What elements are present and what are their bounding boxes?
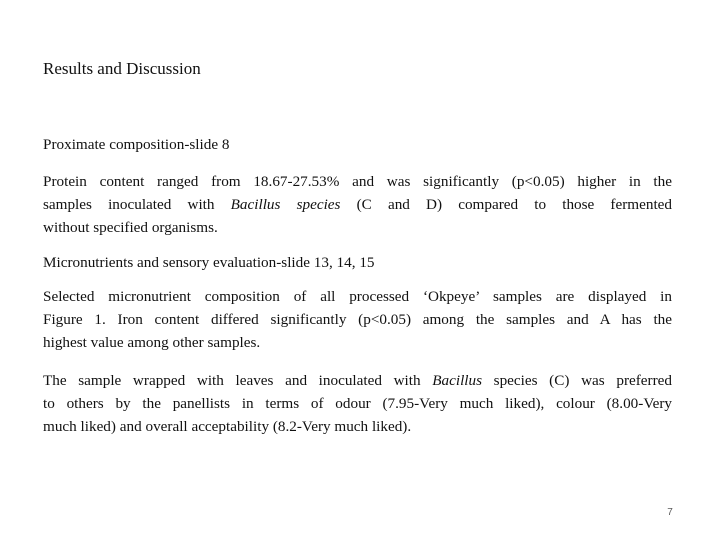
paragraph-line — [43, 369, 672, 392]
paragraph-line: highest value among other samples. — [43, 334, 261, 351]
paragraph-line: Selected micronutrient composition of all processed ‘Okpeye’ samples are displayed in — [43, 288, 672, 305]
text-run: The sample wrapped with leaves and inoculated with — [43, 372, 433, 389]
paragraph-line: Protein content ranged from 18.67-27.53% and was significantly (p<0.05) higher in the — [43, 173, 672, 190]
protein-content-paragraph — [43, 170, 672, 239]
paragraph-line: without specified organisms. — [43, 219, 218, 236]
paragraph-line — [43, 193, 672, 216]
slide-heading: Results and Discussion — [43, 59, 201, 78]
micronutrient-paragraph — [43, 285, 672, 354]
page-number: 7 — [667, 507, 673, 518]
paragraph-line: much liked) and overall acceptability (8.2-Very much liked). — [43, 418, 412, 435]
paragraph-line: Figure 1. Iron content differed significantly (p<0.05) among the samples and A has the — [43, 311, 672, 328]
text-run: (C and D) compared to those fermented — [340, 196, 672, 213]
paragraph-line: to others by the panellists in terms of odour (7.95-Very much liked), colour (8.00-Very — [43, 395, 672, 412]
sensory-evaluation-paragraph — [43, 369, 672, 438]
species-name-italic: Bacillus — [432, 372, 483, 389]
species-name-italic: Bacillus species — [230, 196, 341, 213]
text-run: samples inoculated with — [43, 196, 231, 213]
micronutrients-sensory-title: Micronutrients and sensory evaluation-slide 13, 14, 15 — [43, 254, 375, 271]
text-run: species (C) was preferred — [482, 372, 672, 389]
proximate-composition-title: Proximate composition-slide 8 — [43, 136, 230, 153]
